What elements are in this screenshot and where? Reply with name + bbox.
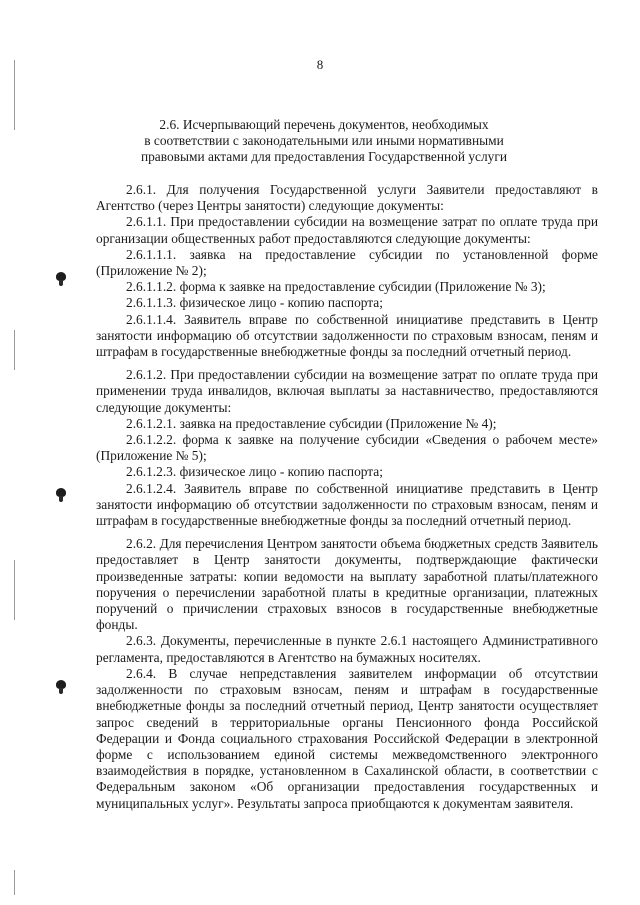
paragraph-2-6-2: 2.6.2. Для перечисления Центром занятости объема бюджетных средств Заявитель предоставляет в Центр занятости документы, подтверждающие фактически произведенные затраты: копии ведомости на выплату заработной платы/платежного поручения о перечислении заработной платы в кредитные организации, платежных поручений о причислении страховых взносов в государственные внебюджетные фонды. [96, 536, 598, 633]
paragraph-2-6-1-1-4: 2.6.1.1.4. Заявитель вправе по собственной инициативе представить в Центр занятости информацию об отсутствии задолженности по страховым взносам, пеням и штрафам в государственные внебюджетные фонды за последний отчетный период. [96, 311, 598, 360]
paragraph-2-6-1-1-2: 2.6.1.1.2. форма к заявке на предоставление субсидии (Приложение № 3); [126, 279, 546, 295]
paragraph-2-6-1-1-3: 2.6.1.1.3. физическое лицо - копию паспорта; [126, 295, 383, 311]
paragraph-2-6-1-2-3: 2.6.1.2.3. физическое лицо - копию паспорта; [126, 464, 383, 480]
punch-hole-mark [56, 272, 66, 281]
paragraph-2-6-1-2-1: 2.6.1.2.1. заявка на предоставление субсидии (Приложение № 4); [126, 415, 497, 431]
scan-edge-mark [14, 330, 15, 370]
punch-hole-mark [56, 680, 66, 689]
paragraph-2-6-1-1-1: 2.6.1.1.1. заявка на предоставление субсидии по установленной форме (Приложение № 2); [96, 246, 598, 279]
paragraph-2-6-1-2-4: 2.6.1.2.4. Заявитель вправе по собственной инициативе представить в Центр занятости информацию об отсутствии задолженности по страховым взносам, пеням и штрафам в государственные внебюджетные фонды за последний отчетный период. [96, 480, 598, 529]
paragraph-2-6-1-1: 2.6.1.1. При предоставлении субсидии на возмещение затрат по оплате труда при организации общественных работ предоставляются следующие документы: [96, 214, 598, 246]
paragraph-2-6-1-2: 2.6.1.2. При предоставлении субсидии на возмещение затрат по оплате труда при применении труда инвалидов, включая выплаты за наставничество, предоставляются следующие документы: [96, 367, 598, 415]
heading-line: 2.6. Исчерпывающий перечень документов, необходимых [159, 117, 489, 132]
paragraph-2-6-1: 2.6.1. Для получения Государственной услуги Заявители предоставляют в Агентство (через Центры занятости) следующие документы: [96, 182, 598, 214]
scan-edge-mark [14, 560, 15, 620]
paragraph-2-6-4: 2.6.4. В случае непредставления заявителем информации об отсутствии задолженности по страховым взносам, пеням и штрафам в государственные внебюджетные фонды за последний отчетный период, Центр занятости осуществляет запрос сведений в территориальные органы Пенсионного фонда Российской Федерации и Фонда социального страхования Российской Федерации в электронной форме с использованием единой системы межведомственного электронного взаимодействия в порядке, установленном в Сахалинской области, в соответствии с Федеральным законом «Об организации предоставления государственных и муниципальных услуг». Результаты запроса приобщаются к документам заявителя. [96, 665, 598, 811]
paragraph-2-6-3: 2.6.3. Документы, перечисленные в пункте 2.6.1 настоящего Административного регламента, предоставляются в Агентство на бумажных носителях. [96, 633, 598, 665]
punch-hole-mark [56, 488, 66, 497]
heading-line: правовыми актами для предоставления Государственной услуги [140, 149, 508, 164]
heading-line: в соответствии с законодательными или иными нормативными [144, 133, 504, 148]
paragraph-2-6-1-2-2: 2.6.1.2.2. форма к заявке на получение субсидии «Сведения о рабочем месте» (Приложение № 5); [96, 432, 598, 464]
document-body [96, 182, 598, 812]
section-heading [96, 117, 552, 165]
scan-edge-mark [14, 870, 15, 895]
page-number: 8 [316, 57, 324, 72]
